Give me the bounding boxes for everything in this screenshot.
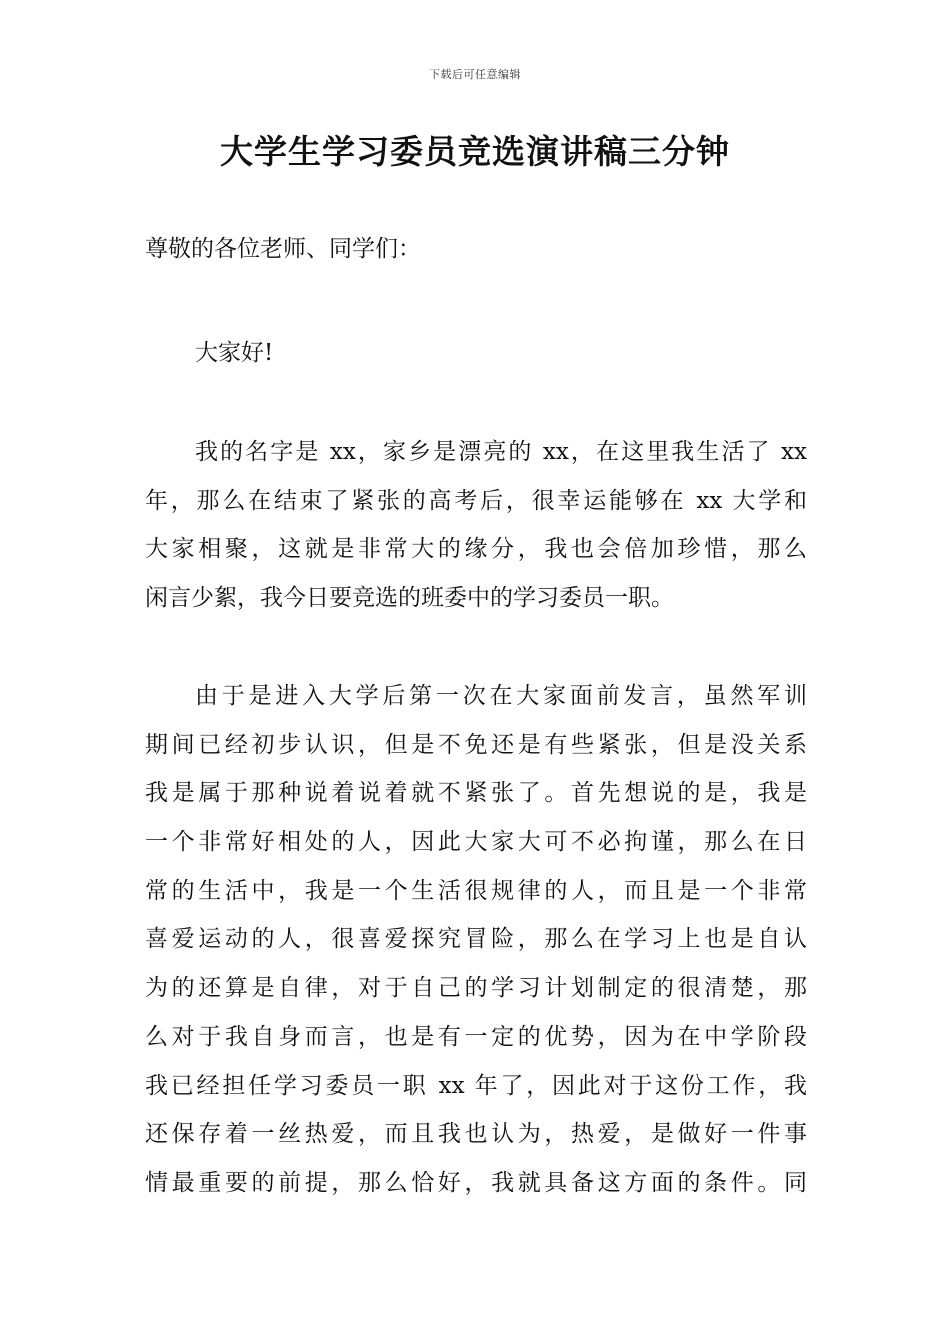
paragraph-line: 为的还算是自律，对于自己的学习计划制定的很清楚，那: [145, 975, 807, 1002]
paragraph-line: 还保存着一丝热爱，而且我也认为，热爱，是做好一件事: [145, 1121, 807, 1148]
greeting: 大家好!: [195, 340, 274, 366]
paragraph-line: 由于是进入大学后第一次在大家面前发言，虽然军训: [195, 683, 807, 709]
paragraph-self-description: [145, 672, 807, 1208]
document-title: 大学生学习委员竞选演讲稿三分钟: [220, 132, 730, 171]
paragraph-line: 年，那么在结束了紧张的高考后，很幸运能够在 xx 大学和: [145, 487, 807, 514]
paragraph-line: 常的生活中，我是一个生活很规律的人，而且是一个非常: [145, 877, 807, 904]
salutation: 尊敬的各位老师、同学们：: [145, 236, 421, 262]
paragraph-line: 闲言少絮，我今日要竞选的班委中的学习委员一职。: [145, 585, 674, 612]
paragraph-line: 大家相聚，这就是非常大的缘分，我也会倍加珍惜，那么: [145, 536, 807, 563]
paragraph-line: 期间已经初步认识，但是不免还是有些紧张，但是没关系: [145, 731, 807, 758]
paragraph-line: 我已经担任学习委员一职 xx 年了，因此对于这份工作，我: [145, 1072, 807, 1099]
paragraph-line: 喜爱运动的人，很喜爱探究冒险，那么在学习上也是自认: [145, 926, 807, 953]
paragraph-introduction: [145, 428, 807, 623]
paragraph-line: 一个非常好相处的人，因此大家大可不必拘谨，那么在日: [145, 829, 807, 856]
paragraph-line: 么对于我自身而言，也是有一定的优势，因为在中学阶段: [145, 1023, 807, 1050]
paragraph-line: 我的名字是 xx，家乡是漂亮的 xx，在这里我生活了 xx: [195, 439, 807, 465]
paragraph-line: 情最重要的前提，那么恰好，我就具备这方面的条件。同: [145, 1169, 807, 1196]
header-note: 下载后可任意编辑: [429, 68, 521, 81]
paragraph-line: 我是属于那种说着说着就不紧张了。首先想说的是，我是: [145, 780, 807, 807]
